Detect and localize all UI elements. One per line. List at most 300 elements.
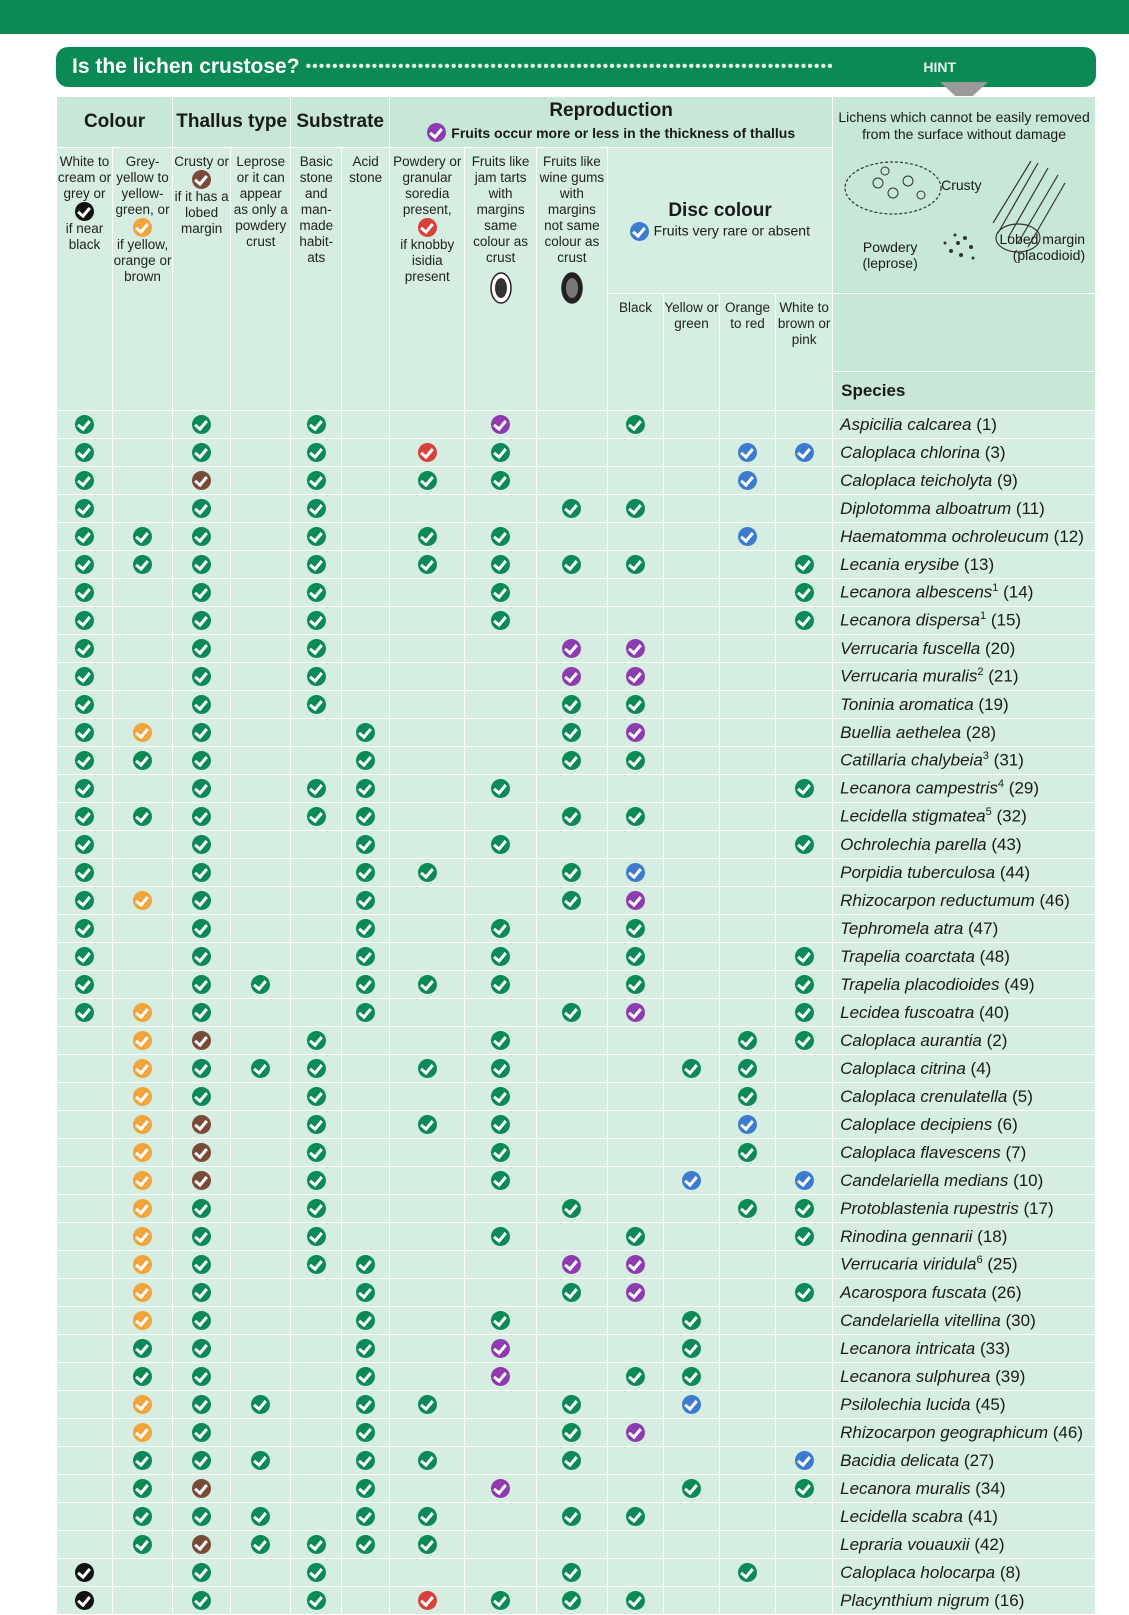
- mark-cell: [173, 1251, 231, 1279]
- mark-cell: [342, 1503, 390, 1531]
- mark-cell: [390, 1251, 465, 1279]
- mark-cell: [113, 1559, 173, 1587]
- check-icon: [307, 1143, 326, 1162]
- check-icon: [192, 1535, 211, 1554]
- check-icon: [795, 975, 814, 994]
- mark-cell: [465, 495, 536, 523]
- mark-cell: [57, 551, 113, 579]
- table-row: [57, 719, 1096, 747]
- mark-cell: [291, 1279, 342, 1307]
- mark-cell: [291, 1447, 342, 1475]
- mark-cell: [465, 1447, 536, 1475]
- check-icon: [795, 835, 814, 854]
- mark-cell: [173, 1587, 231, 1615]
- col-orange-red: Orange to red: [720, 294, 776, 411]
- table-row: [57, 411, 1096, 439]
- mark-cell: [291, 523, 342, 551]
- mark-cell: [720, 1083, 776, 1111]
- mark-cell: [465, 579, 536, 607]
- check-icon: [192, 1451, 211, 1470]
- check-icon: [626, 919, 645, 938]
- mark-cell: [231, 439, 291, 467]
- mark-cell: [57, 1531, 113, 1559]
- mark-cell: [113, 1363, 173, 1391]
- table-row: [57, 1531, 1096, 1559]
- check-icon: [795, 583, 814, 602]
- check-icon: [192, 947, 211, 966]
- mark-cell: [57, 1419, 113, 1447]
- table-row: [57, 495, 1096, 523]
- mark-cell: [113, 859, 173, 887]
- mark-cell: [608, 495, 664, 523]
- check-icon: [356, 1367, 375, 1386]
- mark-cell: [291, 635, 342, 663]
- check-icon: [491, 1339, 510, 1358]
- mark-cell: [776, 551, 833, 579]
- mark-cell: [720, 1447, 776, 1475]
- disc-colour-title: Disc colour: [668, 200, 772, 221]
- mark-cell: [291, 1195, 342, 1223]
- species-name: Lecanora sulphurea (39): [833, 1363, 1096, 1391]
- check-icon: [133, 1031, 152, 1050]
- check-icon: [626, 639, 645, 658]
- mark-cell: [390, 1279, 465, 1307]
- check-icon: [795, 1283, 814, 1302]
- mark-cell: [720, 971, 776, 999]
- mark-cell: [173, 803, 231, 831]
- red-check-icon: [418, 218, 437, 237]
- mark-cell: [390, 747, 465, 775]
- check-icon: [133, 1423, 152, 1442]
- mark-cell: [465, 775, 536, 803]
- mark-cell: [113, 1447, 173, 1475]
- mark-cell: [776, 1167, 833, 1195]
- mark-cell: [291, 579, 342, 607]
- mark-cell: [113, 1335, 173, 1363]
- check-icon: [307, 1227, 326, 1246]
- species-name: Protoblastenia rupestris (17): [833, 1195, 1096, 1223]
- check-icon: [75, 555, 94, 574]
- mark-cell: [465, 1027, 536, 1055]
- mark-cell: [342, 1027, 390, 1055]
- mark-cell: [173, 887, 231, 915]
- mark-cell: [113, 1055, 173, 1083]
- mark-cell: [608, 1531, 664, 1559]
- mark-cell: [536, 1195, 607, 1223]
- mark-cell: [231, 1223, 291, 1251]
- table-row: [57, 1167, 1096, 1195]
- mark-cell: [342, 1531, 390, 1559]
- check-icon: [75, 779, 94, 798]
- check-icon: [133, 1003, 152, 1022]
- blue-check-icon: [630, 222, 649, 241]
- mark-cell: [231, 523, 291, 551]
- species-name: Lecanora intricata (33): [833, 1335, 1096, 1363]
- mark-cell: [342, 999, 390, 1027]
- check-icon: [133, 1199, 152, 1218]
- check-icon: [356, 947, 375, 966]
- check-icon: [795, 443, 814, 462]
- mark-cell: [390, 439, 465, 467]
- check-icon: [491, 611, 510, 630]
- mark-cell: [291, 719, 342, 747]
- check-icon: [562, 1451, 581, 1470]
- mark-cell: [113, 915, 173, 943]
- mark-cell: [465, 1587, 536, 1615]
- check-icon: [682, 1171, 701, 1190]
- species-name: Tephromela atra (47): [833, 915, 1096, 943]
- col-crusty: Crusty or if it has a lobed margin: [173, 148, 231, 411]
- check-icon: [133, 1311, 152, 1330]
- mark-cell: [231, 1391, 291, 1419]
- check-icon: [75, 751, 94, 770]
- mark-cell: [608, 663, 664, 691]
- species-name: Rhizocarpon geographicum (46): [833, 1419, 1096, 1447]
- check-icon: [562, 1003, 581, 1022]
- species-name: Psilolechia lucida (45): [833, 1391, 1096, 1419]
- table-row: [57, 1111, 1096, 1139]
- table-row: [57, 663, 1096, 691]
- check-icon: [251, 1507, 270, 1526]
- mark-cell: [231, 1503, 291, 1531]
- check-icon: [192, 611, 211, 630]
- check-icon: [356, 807, 375, 826]
- mark-cell: [720, 831, 776, 859]
- mark-cell: [608, 747, 664, 775]
- mark-cell: [390, 1475, 465, 1503]
- mark-cell: [173, 1531, 231, 1559]
- check-icon: [562, 863, 581, 882]
- mark-cell: [664, 691, 720, 719]
- check-icon: [356, 975, 375, 994]
- mark-cell: [231, 579, 291, 607]
- mark-cell: [536, 943, 607, 971]
- mark-cell: [57, 467, 113, 495]
- mark-cell: [390, 1083, 465, 1111]
- mark-cell: [57, 635, 113, 663]
- mark-cell: [536, 1139, 607, 1167]
- species-header: Species: [833, 371, 1096, 410]
- top-banner: [0, 0, 1129, 34]
- mark-cell: [776, 691, 833, 719]
- check-icon: [682, 1367, 701, 1386]
- mark-cell: [608, 775, 664, 803]
- mark-cell: [720, 1279, 776, 1307]
- mark-cell: [664, 747, 720, 775]
- mark-cell: [536, 915, 607, 943]
- mark-cell: [291, 1307, 342, 1335]
- mark-cell: [173, 1419, 231, 1447]
- mark-cell: [390, 1531, 465, 1559]
- mark-cell: [536, 1223, 607, 1251]
- mark-cell: [390, 1027, 465, 1055]
- check-icon: [192, 555, 211, 574]
- mark-cell: [720, 1251, 776, 1279]
- table-row: [57, 775, 1096, 803]
- mark-cell: [536, 1055, 607, 1083]
- mark-cell: [776, 1055, 833, 1083]
- check-icon: [192, 639, 211, 658]
- check-icon: [562, 667, 581, 686]
- mark-cell: [776, 467, 833, 495]
- mark-cell: [465, 1111, 536, 1139]
- check-icon: [626, 1591, 645, 1610]
- mark-cell: [465, 747, 536, 775]
- check-icon: [192, 863, 211, 882]
- mark-cell: [720, 691, 776, 719]
- check-icon: [75, 891, 94, 910]
- mark-cell: [291, 1083, 342, 1111]
- mark-cell: [231, 747, 291, 775]
- mark-cell: [113, 999, 173, 1027]
- check-icon: [626, 891, 645, 910]
- hint-text: Lichens which cannot be easily removed from the surface without damage: [838, 109, 1090, 142]
- mark-cell: [342, 1335, 390, 1363]
- mark-cell: [664, 1139, 720, 1167]
- mark-cell: [57, 1083, 113, 1111]
- mark-cell: [776, 1447, 833, 1475]
- mark-cell: [113, 579, 173, 607]
- mark-cell: [465, 1391, 536, 1419]
- mark-cell: [231, 607, 291, 635]
- check-icon: [491, 583, 510, 602]
- lobed-label: Lobed margin (placodioid): [999, 231, 1086, 263]
- mark-cell: [57, 1223, 113, 1251]
- check-icon: [192, 1031, 211, 1050]
- check-icon: [356, 779, 375, 798]
- check-icon: [192, 751, 211, 770]
- mark-cell: [608, 523, 664, 551]
- mark-cell: [57, 915, 113, 943]
- hint-panel: [833, 97, 1096, 294]
- species-name: Caloplace decipiens (6): [833, 1111, 1096, 1139]
- mark-cell: [113, 635, 173, 663]
- mark-cell: [231, 551, 291, 579]
- check-icon: [626, 1003, 645, 1022]
- mark-cell: [664, 1587, 720, 1615]
- mark-cell: [390, 523, 465, 551]
- mark-cell: [291, 551, 342, 579]
- check-icon: [562, 639, 581, 658]
- mark-cell: [720, 999, 776, 1027]
- table-row: [57, 1559, 1096, 1587]
- mark-cell: [113, 1531, 173, 1559]
- mark-cell: [776, 1307, 833, 1335]
- mark-cell: [113, 411, 173, 439]
- check-icon: [418, 1395, 437, 1414]
- mark-cell: [113, 1279, 173, 1307]
- mark-cell: [776, 1111, 833, 1139]
- disc-colour-header: [608, 148, 833, 294]
- mark-cell: [390, 719, 465, 747]
- species-name: Caloplaca flavescens (7): [833, 1139, 1096, 1167]
- mark-cell: [608, 803, 664, 831]
- mark-cell: [776, 1195, 833, 1223]
- table-row: [57, 1391, 1096, 1419]
- species-name: Caloplaca holocarpa (8): [833, 1559, 1096, 1587]
- mark-cell: [664, 775, 720, 803]
- mark-cell: [173, 831, 231, 859]
- jam-tart-fruit-icon: [489, 270, 513, 306]
- mark-cell: [342, 1587, 390, 1615]
- mark-cell: [57, 859, 113, 887]
- mark-cell: [57, 803, 113, 831]
- mark-cell: [536, 691, 607, 719]
- mark-cell: [173, 691, 231, 719]
- mark-cell: [342, 1111, 390, 1139]
- check-icon: [491, 1059, 510, 1078]
- check-icon: [795, 1031, 814, 1050]
- mark-cell: [664, 607, 720, 635]
- check-icon: [192, 1395, 211, 1414]
- mark-cell: [776, 747, 833, 775]
- mark-cell: [113, 1223, 173, 1251]
- mark-cell: [231, 1027, 291, 1055]
- mark-cell: [776, 1419, 833, 1447]
- mark-cell: [608, 1055, 664, 1083]
- species-name: Candelariella vitellina (30): [833, 1307, 1096, 1335]
- mark-cell: [536, 1111, 607, 1139]
- mark-cell: [664, 1447, 720, 1475]
- check-icon: [356, 1255, 375, 1274]
- mark-cell: [608, 411, 664, 439]
- mark-cell: [536, 551, 607, 579]
- check-icon: [562, 891, 581, 910]
- check-icon: [562, 1395, 581, 1414]
- mark-cell: [664, 1055, 720, 1083]
- check-icon: [491, 1171, 510, 1190]
- mark-cell: [113, 831, 173, 859]
- check-icon: [626, 807, 645, 826]
- species-name: Caloplaca aurantia (2): [833, 1027, 1096, 1055]
- mark-cell: [113, 719, 173, 747]
- mark-cell: [173, 1363, 231, 1391]
- mark-cell: [664, 999, 720, 1027]
- mark-cell: [608, 1139, 664, 1167]
- mark-cell: [342, 1307, 390, 1335]
- mark-cell: [664, 1531, 720, 1559]
- check-icon: [133, 891, 152, 910]
- check-icon: [738, 1563, 757, 1582]
- mark-cell: [113, 1475, 173, 1503]
- check-icon: [491, 975, 510, 994]
- check-icon: [133, 751, 152, 770]
- mark-cell: [536, 1447, 607, 1475]
- check-icon: [738, 1199, 757, 1218]
- mark-cell: [465, 999, 536, 1027]
- mark-cell: [536, 635, 607, 663]
- mark-cell: [173, 1391, 231, 1419]
- mark-cell: [173, 1335, 231, 1363]
- check-icon: [192, 443, 211, 462]
- check-icon: [307, 639, 326, 658]
- table-row: [57, 1363, 1096, 1391]
- mark-cell: [390, 1419, 465, 1447]
- group-substrate: Substrate: [291, 97, 390, 148]
- table-row: [57, 1475, 1096, 1503]
- check-icon: [133, 1227, 152, 1246]
- mark-cell: [465, 1531, 536, 1559]
- check-icon: [192, 891, 211, 910]
- check-icon: [133, 1367, 152, 1386]
- mark-cell: [776, 1083, 833, 1111]
- mark-cell: [291, 663, 342, 691]
- mark-cell: [664, 1335, 720, 1363]
- mark-cell: [390, 1195, 465, 1223]
- species-name: Trapelia coarctata (48): [833, 943, 1096, 971]
- mark-cell: [57, 1559, 113, 1587]
- mark-cell: [776, 915, 833, 943]
- mark-cell: [720, 467, 776, 495]
- check-icon: [738, 527, 757, 546]
- mark-cell: [536, 1363, 607, 1391]
- check-icon: [307, 1115, 326, 1134]
- check-icon: [491, 1115, 510, 1134]
- mark-cell: [113, 1167, 173, 1195]
- mark-cell: [57, 411, 113, 439]
- mark-cell: [342, 607, 390, 635]
- mark-cell: [291, 1139, 342, 1167]
- mark-cell: [57, 1307, 113, 1335]
- species-name: Lecanora muralis (34): [833, 1475, 1096, 1503]
- mark-cell: [231, 1335, 291, 1363]
- check-icon: [307, 499, 326, 518]
- check-icon: [626, 1255, 645, 1274]
- species-name: Caloplaca chlorina (3): [833, 439, 1096, 467]
- mark-cell: [57, 1195, 113, 1223]
- mark-cell: [390, 1307, 465, 1335]
- mark-cell: [390, 1139, 465, 1167]
- black-check-icon: [75, 202, 94, 221]
- check-icon: [738, 1031, 757, 1050]
- mark-cell: [390, 635, 465, 663]
- check-icon: [192, 583, 211, 602]
- mark-cell: [776, 971, 833, 999]
- mark-cell: [291, 411, 342, 439]
- mark-cell: [113, 1195, 173, 1223]
- check-icon: [562, 723, 581, 742]
- check-icon: [307, 1031, 326, 1050]
- mark-cell: [465, 971, 536, 999]
- check-icon: [738, 1115, 757, 1134]
- check-icon: [626, 1367, 645, 1386]
- check-icon: [133, 1535, 152, 1554]
- mark-cell: [664, 635, 720, 663]
- check-icon: [133, 1283, 152, 1302]
- mark-cell: [342, 411, 390, 439]
- check-icon: [192, 1255, 211, 1274]
- mark-cell: [173, 1447, 231, 1475]
- mark-cell: [608, 607, 664, 635]
- check-icon: [562, 1283, 581, 1302]
- check-icon: [192, 667, 211, 686]
- check-icon: [491, 1311, 510, 1330]
- mark-cell: [664, 1559, 720, 1587]
- mark-cell: [113, 691, 173, 719]
- check-icon: [626, 1227, 645, 1246]
- check-icon: [626, 751, 645, 770]
- mark-cell: [291, 1391, 342, 1419]
- question-bar: [56, 47, 1096, 87]
- check-icon: [307, 1059, 326, 1078]
- mark-cell: [664, 1419, 720, 1447]
- mark-cell: [608, 1307, 664, 1335]
- mark-cell: [720, 411, 776, 439]
- species-name: Caloplaca crenulatella (5): [833, 1083, 1096, 1111]
- check-icon: [75, 975, 94, 994]
- check-icon: [418, 1591, 437, 1610]
- mark-cell: [536, 1559, 607, 1587]
